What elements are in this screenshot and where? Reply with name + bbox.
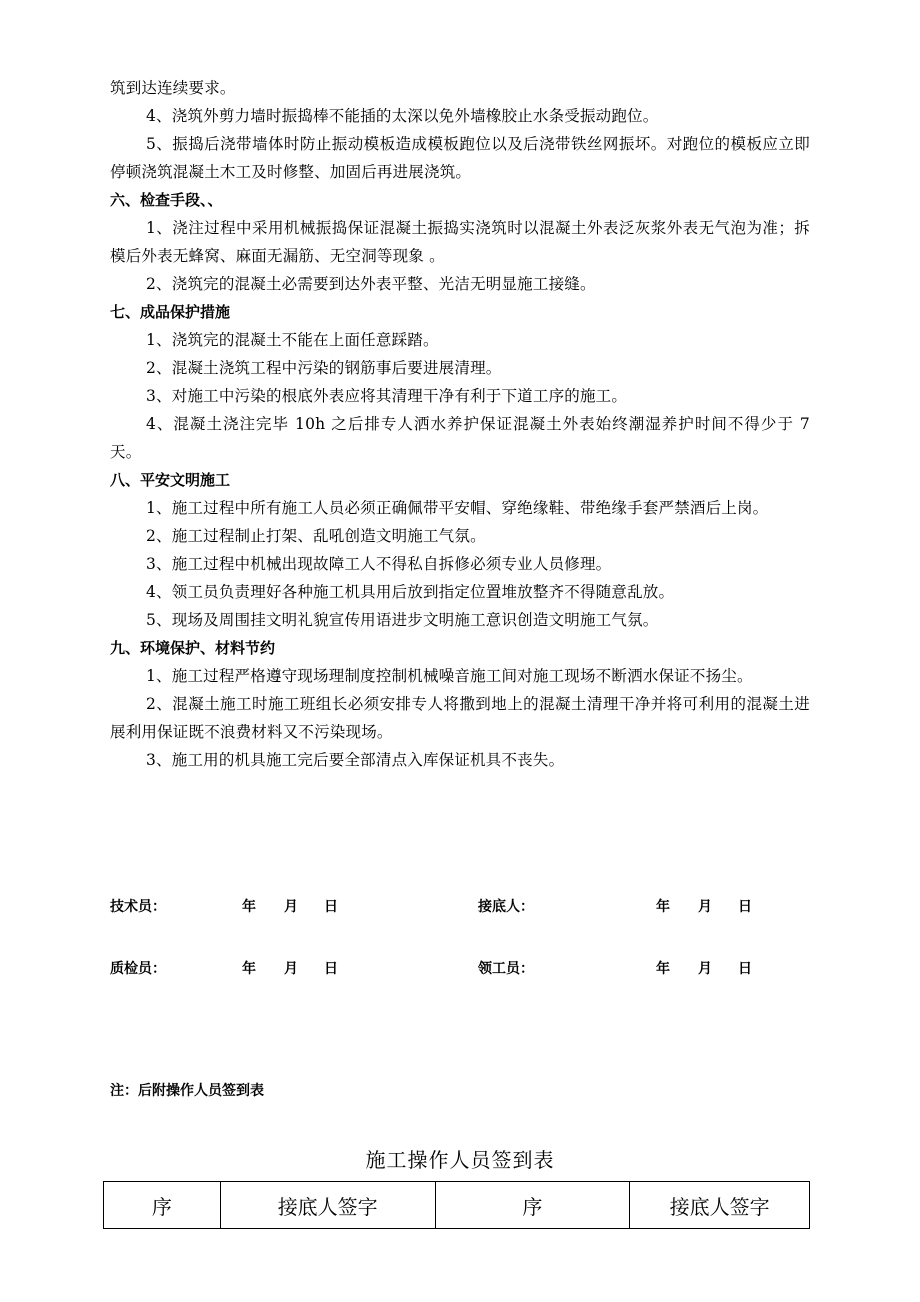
paragraph: 1、浇筑完的混凝土不能在上面任意踩踏。 bbox=[146, 331, 439, 349]
appendix-note: 注：后附操作人员签到表 bbox=[110, 1083, 264, 1099]
section-heading: 九、环境保护、材料节约 bbox=[110, 639, 276, 657]
header-cell-signature: 接底人签字 bbox=[630, 1182, 810, 1229]
month-label: 月 bbox=[698, 899, 712, 915]
paragraph: 1、施工过程中所有施工人员必须正确佩带平安帽、穿绝缘鞋、带绝缘手套严禁酒后上岗。 bbox=[146, 499, 769, 517]
technician-label: 技术员： bbox=[110, 899, 166, 915]
paragraph: 4、领工员负责理好各种施工机具用后放到指定位置堆放整齐不得随意乱放。 bbox=[146, 583, 675, 601]
table-header-row bbox=[104, 1182, 810, 1229]
document-body bbox=[110, 74, 810, 774]
signature-row-1 bbox=[110, 896, 810, 920]
day-label: 日 bbox=[324, 961, 338, 977]
month-label: 月 bbox=[698, 961, 712, 977]
paragraph: 2、施工过程制止打架、乱吼创造文明施工气氛。 bbox=[146, 527, 486, 545]
day-label: 日 bbox=[324, 899, 338, 915]
foreman-label: 领工员： bbox=[478, 961, 534, 977]
header-cell-signature: 接底人签字 bbox=[220, 1182, 435, 1229]
signature-row-2 bbox=[110, 958, 810, 982]
paragraph: 4、浇筑外剪力墙时振捣棒不能插的太深以免外墙橡胶止水条受振动跑位。 bbox=[146, 107, 659, 125]
inspector-label: 质检员： bbox=[110, 961, 166, 977]
paragraph: 1、施工过程严格遵守现场理制度控制机械噪音施工间对施工现场不断洒水保证不扬尘。 bbox=[146, 667, 753, 685]
sign-table-title: 施工操作人员签到表 bbox=[365, 1148, 555, 1172]
paragraph: 1、浇注过程中采用机械振捣保证混凝土振捣实浇筑时以混凝土外表泛灰浆外表无气泡为准；拆模后外表无蜂窝、麻面无漏筋、无空洞等现象 。 bbox=[110, 219, 810, 265]
paragraph: 5、振捣后浇带墙体时防止振动模板造成模板跑位以及后浇带铁丝网振坏。对跑位的模板应立即停顿浇筑混凝土木工及时修整、加固后再进展浇筑。 bbox=[110, 135, 810, 181]
paragraph: 3、施工用的机具施工完后要全部清点入库保证机具不丧失。 bbox=[146, 751, 565, 769]
section-heading: 七、成品保护措施 bbox=[110, 303, 231, 321]
paragraph: 2、浇筑完的混凝土必需要到达外表平整、光洁无明显施工接缝。 bbox=[146, 275, 596, 293]
year-label: 年 bbox=[242, 899, 256, 915]
day-label: 日 bbox=[738, 899, 752, 915]
month-label: 月 bbox=[284, 899, 298, 915]
paragraph: 5、现场及周围挂文明礼貌宣传用语进步文明施工意识创造文明施工气氛。 bbox=[146, 611, 659, 629]
year-label: 年 bbox=[242, 961, 256, 977]
paragraph: 2、混凝土施工时施工班组长必须安排专人将撒到地上的混凝土清理干净并将可利用的混凝土进展利用保证既不浪费材料又不污染现场。 bbox=[110, 695, 810, 741]
paragraph: 3、施工过程中机械出现故障工人不得私自拆修必须专业人员修理。 bbox=[146, 555, 612, 573]
year-label: 年 bbox=[656, 961, 670, 977]
section-heading: 六、检查手段、、 bbox=[110, 191, 223, 209]
sign-in-table bbox=[103, 1181, 810, 1229]
day-label: 日 bbox=[738, 961, 752, 977]
month-label: 月 bbox=[284, 961, 298, 977]
header-cell-seq: 序 bbox=[435, 1182, 630, 1229]
header-cell-seq: 序 bbox=[104, 1182, 221, 1229]
receiver-label: 接底人： bbox=[478, 899, 534, 915]
paragraph: 筑到达连续要求。 bbox=[110, 79, 236, 97]
year-label: 年 bbox=[656, 899, 670, 915]
paragraph: 2、混凝土浇筑工程中污染的钢筋事后要进展清理。 bbox=[146, 359, 502, 377]
section-heading: 八、平安文明施工 bbox=[110, 471, 231, 489]
paragraph: 3、对施工中污染的根底外表应将其清理干净有利于下道工序的施工。 bbox=[146, 387, 628, 405]
paragraph: 4、混凝土浇注完毕 10h 之后排专人洒水养护保证混凝土外表始终潮湿养护时间不得少于 7 天。 bbox=[110, 415, 810, 461]
